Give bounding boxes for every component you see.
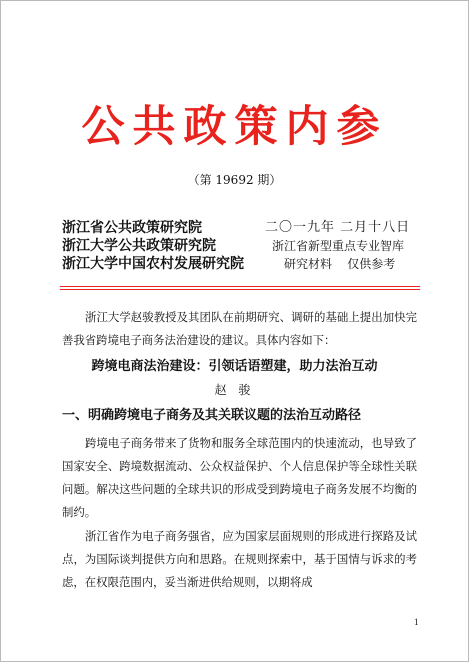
header-org-3: 浙江大学中国农村发展研究院	[62, 256, 244, 272]
body-paragraph-2: 浙江省作为电子商务强省，应为国家层面规则的形成进行探路及试点，为国际谈判提供方向和思路。在规则探索中，基于国情与诉求的考虑，在权限范围内，妥当渐进供给规则，以期将成	[62, 529, 417, 589]
header-date: 二〇一九年 二月十八日	[265, 220, 411, 235]
header-org-2: 浙江大学公共政策研究院	[62, 238, 216, 254]
masthead-title: 公共政策内参	[81, 102, 388, 152]
body-paragraph-1: 跨境电子商务带来了货物和服务全球范围内的快速流动，也导致了国家安全、跨境数据流动、公众权益保护、个人信息保护等全球性关联问题。解决这些问题的全球共识的形成受到跨境电子商务发展不均衡的制约。	[62, 436, 417, 519]
header-think-tank: 浙江省新型重点专业智库	[272, 239, 405, 253]
section-heading: 一、明确跨境电子商务及其关联议题的法治互动路径	[62, 408, 362, 423]
article-title: 跨境电商法治建设：引领话语塑建，助力法治互动	[91, 359, 378, 374]
article-author: 赵 骏	[214, 383, 255, 397]
issue-number: （第 19692 期）	[187, 173, 282, 187]
header-divider-top	[60, 286, 420, 287]
page-number: 1	[414, 617, 419, 627]
header-note: 研究材料 仅供参考	[284, 257, 396, 271]
header-divider-bottom	[60, 289, 420, 290]
header-org-1: 浙江省公共政策研究院	[62, 220, 202, 236]
intro-paragraph: 浙江大学赵骏教授及其团队在前期研究、调研的基础上提出加快完善我省跨境电子商务法治建设的建议。具体内容如下：	[62, 310, 417, 347]
